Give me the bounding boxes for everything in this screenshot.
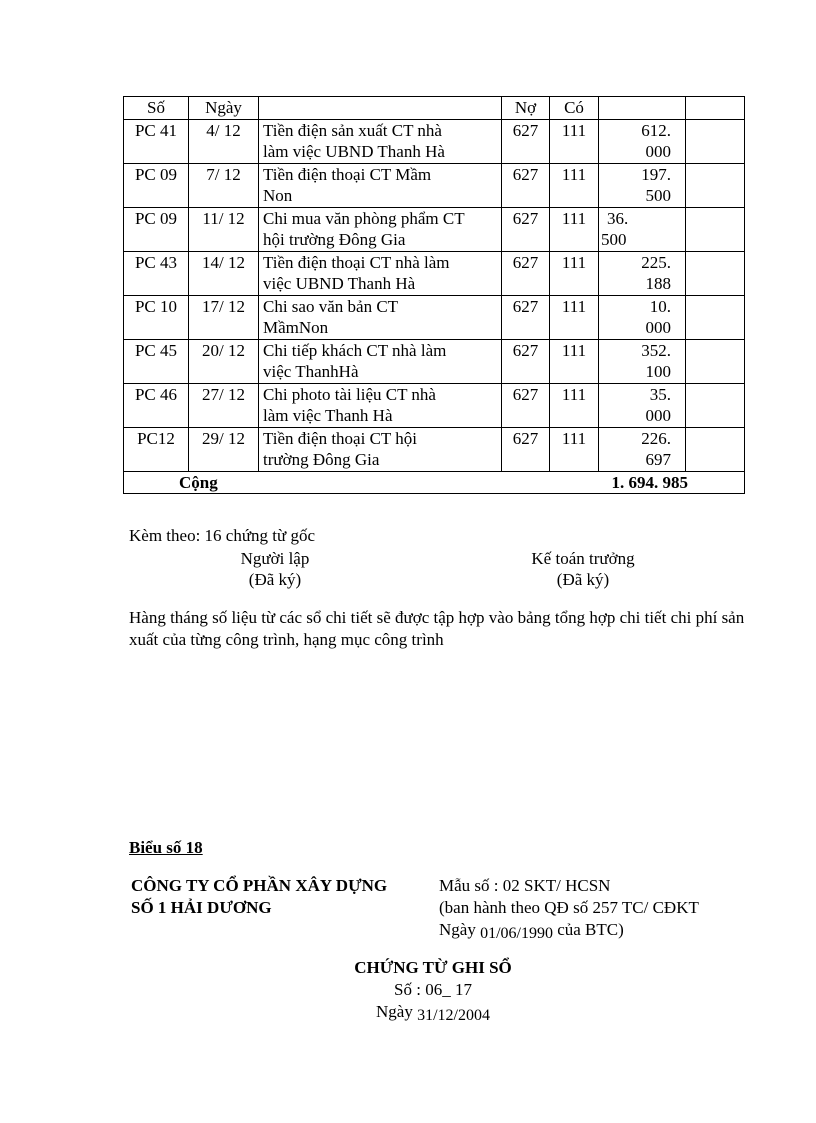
cell-ngay: 14/ 12 [189,251,259,295]
summary-paragraph: Hàng tháng số liệu từ các sổ chi tiết sẽ được tập hợp vào bảng tổng hợp chi tiết chi phí sản xuất của từng công trình, hạng mục công trình [129,608,745,649]
description-line: làm việc UBND Thanh Hà [263,142,445,161]
header-amount [599,97,686,120]
amount-line: 188 [645,274,671,293]
total-label: Cộng [124,471,599,494]
cell-extra [686,207,745,251]
amount-line: 612. [641,120,671,140]
expense-table [123,96,745,494]
cell-amount [599,383,686,427]
cell-description [259,427,502,471]
template-number: Mẫu số : 02 SKT/ HCSN [439,876,611,895]
cell-co: 111 [550,251,599,295]
chief-accountant-signature [493,548,673,590]
table-row [124,207,745,251]
cell-no: 627 [502,295,550,339]
chief-accountant-title: Kế toán trưởng [531,549,635,568]
cell-amount [599,163,686,207]
issued-by: (ban hành theo QĐ số 257 TC/ CĐKT [439,898,699,917]
cell-description [259,295,502,339]
cell-no: 627 [502,383,550,427]
preparer-signature [180,548,370,590]
amount-line: 352. [641,340,671,360]
company-name [131,875,431,919]
description-line: Chi tiếp khách CT nhà làm [263,340,447,360]
cell-ngay: 29/ 12 [189,427,259,471]
amount-line: 000 [645,142,671,161]
cell-so: PC 46 [124,383,189,427]
cell-co: 111 [550,295,599,339]
cell-amount [599,295,686,339]
issued-date: 01/06/1990 [480,925,553,942]
company-line-1: CÔNG TY CỔ PHẦN XÂY DỰNG [131,876,388,895]
cell-so: PC 09 [124,207,189,251]
attachment-note: Kèm theo: 16 chứng từ gốc [129,526,316,545]
form-info [439,875,779,942]
cell-extra [686,383,745,427]
cell-no: 627 [502,339,550,383]
cell-no: 627 [502,427,550,471]
cell-ngay: 4/ 12 [189,119,259,163]
header-so: Số [124,97,189,120]
table-row [124,119,745,163]
issued-date-prefix: Ngày [439,920,476,939]
cell-no: 627 [502,251,550,295]
description-line: MầmNon [263,318,329,337]
cell-extra [686,163,745,207]
cell-so: PC 45 [124,339,189,383]
header-co: Có [550,97,599,120]
table-row [124,163,745,207]
cell-so: PC 09 [124,163,189,207]
preparer-status: (Đã ký) [248,570,302,589]
company-line-2: SỐ 1 HẢI DƯƠNG [131,898,272,917]
cell-ngay: 20/ 12 [189,339,259,383]
description-line: Chi photo tài liệu CT nhà [263,384,436,404]
cell-amount [599,427,686,471]
description-line: Tiền điện thoại CT nhà làm [263,252,450,272]
cell-extra [686,119,745,163]
header-ngay: Ngày [189,97,259,120]
cell-description [259,163,502,207]
preparer-title: Người lập [240,549,310,568]
cell-extra [686,427,745,471]
amount-line: 226. [641,428,671,448]
header-extra [686,97,745,120]
description-line: làm việc Thanh Hà [263,406,393,425]
header-description [259,97,502,120]
cell-co: 111 [550,119,599,163]
amount-line: 697 [645,450,671,469]
cell-amount [599,207,686,251]
amount-line: 35. [649,384,671,404]
cell-co: 111 [550,383,599,427]
document-date-prefix: Ngày [376,1002,413,1021]
cell-so: PC 10 [124,295,189,339]
document-title: CHỨNG TỪ GHI SỔ [354,958,512,977]
description-line: trường Đông Gia [263,450,380,469]
amount-line: 000 [645,406,671,425]
amount-line: 100 [645,362,671,381]
issued-date-suffix: của BTC) [557,920,624,939]
form-code: Biểu số 18 [129,838,203,857]
cell-ngay: 7/ 12 [189,163,259,207]
cell-description [259,339,502,383]
description-line: Tiền điện thoại CT Mầm [263,164,432,184]
total-amount: 1. 694. 985 [599,471,745,494]
description-line: việc UBND Thanh Hà [263,274,416,293]
amount-line: 500 [601,230,627,249]
table-row [124,339,745,383]
cell-description [259,383,502,427]
amount-line: 225. [641,252,671,272]
amount-line: 10. [649,296,671,316]
chief-accountant-status: (Đã ký) [556,570,610,589]
description-line: Chi sao văn bản CT [263,296,399,316]
amount-line: 000 [645,318,671,337]
amount-line: 36. [607,208,629,228]
cell-description [259,119,502,163]
table-header-row [124,97,745,120]
cell-ngay: 27/ 12 [189,383,259,427]
cell-extra [686,251,745,295]
amount-line: 197. [641,164,671,184]
document-date-line [0,1001,816,1024]
cell-amount [599,119,686,163]
description-line: Tiền điện sản xuất CT nhà [263,120,442,140]
cell-so: PC 41 [124,119,189,163]
cell-amount [599,251,686,295]
cell-co: 111 [550,207,599,251]
cell-ngay: 11/ 12 [189,207,259,251]
cell-no: 627 [502,119,550,163]
header-no: Nợ [502,97,550,120]
cell-extra [686,295,745,339]
description-line: Tiền điện thoại CT hội [263,428,417,448]
table-row [124,295,745,339]
cell-co: 111 [550,427,599,471]
cell-description [259,251,502,295]
cell-no: 627 [502,207,550,251]
cell-co: 111 [550,163,599,207]
table-row [124,251,745,295]
document-date: 31/12/2004 [417,1007,490,1024]
cell-co: 111 [550,339,599,383]
cell-so: PC 43 [124,251,189,295]
description-line: Chi mua văn phòng phẩm CT [263,208,465,228]
description-line: hội trường Đông Gia [263,230,406,249]
document-number: Số : 06_ 17 [394,980,472,999]
cell-so: PC12 [124,427,189,471]
total-row [124,471,745,494]
cell-ngay: 17/ 12 [189,295,259,339]
cell-no: 627 [502,163,550,207]
cell-amount [599,339,686,383]
description-line: Non [263,186,293,205]
cell-extra [686,339,745,383]
amount-line: 500 [645,186,671,205]
table-row [124,427,745,471]
cell-description [259,207,502,251]
table-row [124,383,745,427]
description-line: việc ThanhHà [263,362,359,381]
issued-date-line [439,919,779,942]
